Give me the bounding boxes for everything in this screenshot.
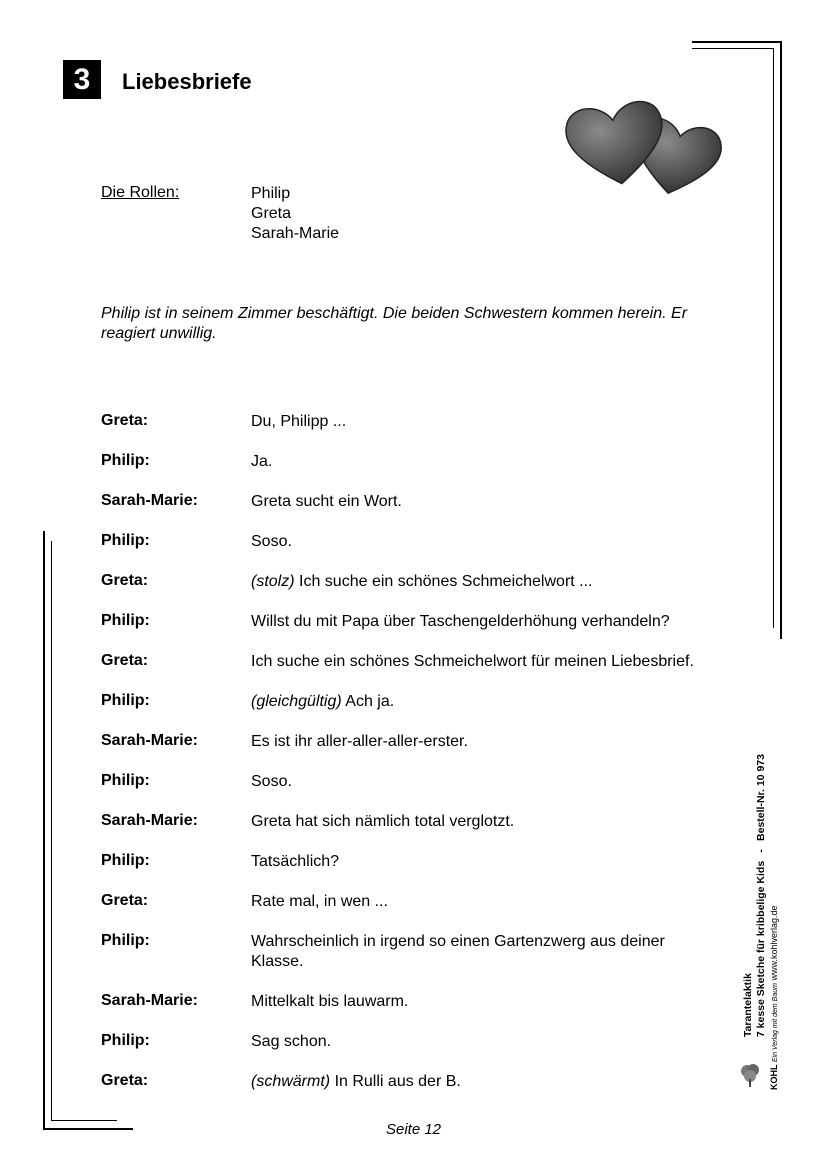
- page-number: Seite 12: [385, 1121, 442, 1138]
- side-row-1: Tarantelaktik: [742, 973, 754, 1038]
- roles-label: Die Rollen:: [101, 184, 180, 201]
- speech-line: Sag schon.: [251, 1033, 332, 1050]
- speaker-name: Philip:: [101, 932, 150, 949]
- frame-top-right-h1: [692, 41, 782, 43]
- speaker-name: Philip:: [101, 452, 150, 469]
- speaker-name: Philip:: [101, 692, 150, 709]
- frame-bottom-left-v1: [43, 531, 45, 1130]
- speaker-name: Sarah-Marie:: [101, 812, 198, 829]
- speech-line: Greta hat sich nämlich total verglotzt.: [251, 813, 515, 830]
- speech-line: (stolz) Ich suche ein schönes Schmeichelwort ...: [251, 573, 593, 590]
- chapter-number: 3: [63, 60, 101, 99]
- speech-line: Du, Philipp ...: [251, 413, 347, 430]
- speech-line: Willst du mit Papa über Taschengelderhöhung verhandeln?: [251, 613, 670, 630]
- speaker-name: Philip:: [101, 772, 150, 789]
- stage-direction: Philip ist in seinem Zimmer beschäftigt. Die beiden Schwestern kommen herein. Er reagiert unwillig.: [101, 305, 688, 342]
- speaker-name: Greta:: [101, 1072, 149, 1089]
- speech-line: Soso.: [251, 533, 292, 550]
- frame-top-right-v2: [773, 48, 774, 628]
- side-row-2: 7 kesse Sketche für kribbelige Kids - Bestell-Nr. 10 973: [755, 754, 767, 1038]
- speech-line: Greta sucht ein Wort.: [251, 493, 402, 510]
- speech-line: Es ist ihr aller-aller-aller-erster.: [251, 733, 468, 750]
- roles-list: [251, 184, 339, 244]
- side-row-3: KOHL Ein Verlag mit dem Baum www.kohlverlag.de: [769, 905, 779, 1090]
- speech-line: Tatsächlich?: [251, 853, 340, 870]
- speech-line: Rate mal, in wen ...: [251, 893, 388, 910]
- speech-line: Soso.: [251, 773, 292, 790]
- frame-top-right-v1: [780, 41, 782, 639]
- speech-line: Ich suche ein schönes Schmeichelwort für meinen Liebesbrief.: [251, 653, 694, 670]
- speech-line: (gleichgültig) Ach ja.: [251, 693, 395, 710]
- speech-line: Wahrscheinlich in irgend so einen Gartenzwerg aus deiner Klasse.: [251, 933, 665, 970]
- frame-top-right-h2: [692, 48, 773, 49]
- speaker-name: Philip:: [101, 532, 150, 549]
- side-imprint: [742, 740, 782, 1090]
- speaker-name: Philip:: [101, 1032, 150, 1049]
- speaker-name: Greta:: [101, 892, 149, 909]
- speech-line: Mittelkalt bis lauwarm.: [251, 993, 409, 1010]
- role-name: Greta: [251, 205, 292, 222]
- speech-line: Ja.: [251, 453, 273, 470]
- speaker-name: Philip:: [101, 612, 150, 629]
- hearts-icon: [556, 96, 728, 200]
- speaker-name: Greta:: [101, 652, 149, 669]
- frame-bottom-left-v2: [51, 541, 52, 1121]
- speech-line: (schwärmt) In Rulli aus der B.: [251, 1073, 461, 1090]
- speaker-name: Sarah-Marie:: [101, 732, 198, 749]
- speaker-name: Sarah-Marie:: [101, 492, 198, 509]
- role-name: Philip: [251, 185, 291, 202]
- speaker-name: Philip:: [101, 852, 150, 869]
- chapter-title: Liebesbriefe: [122, 69, 252, 94]
- role-name: Sarah-Marie: [251, 225, 340, 242]
- speaker-name: Sarah-Marie:: [101, 992, 198, 1009]
- speaker-name: Greta:: [101, 572, 149, 589]
- speaker-name: Greta:: [101, 412, 149, 429]
